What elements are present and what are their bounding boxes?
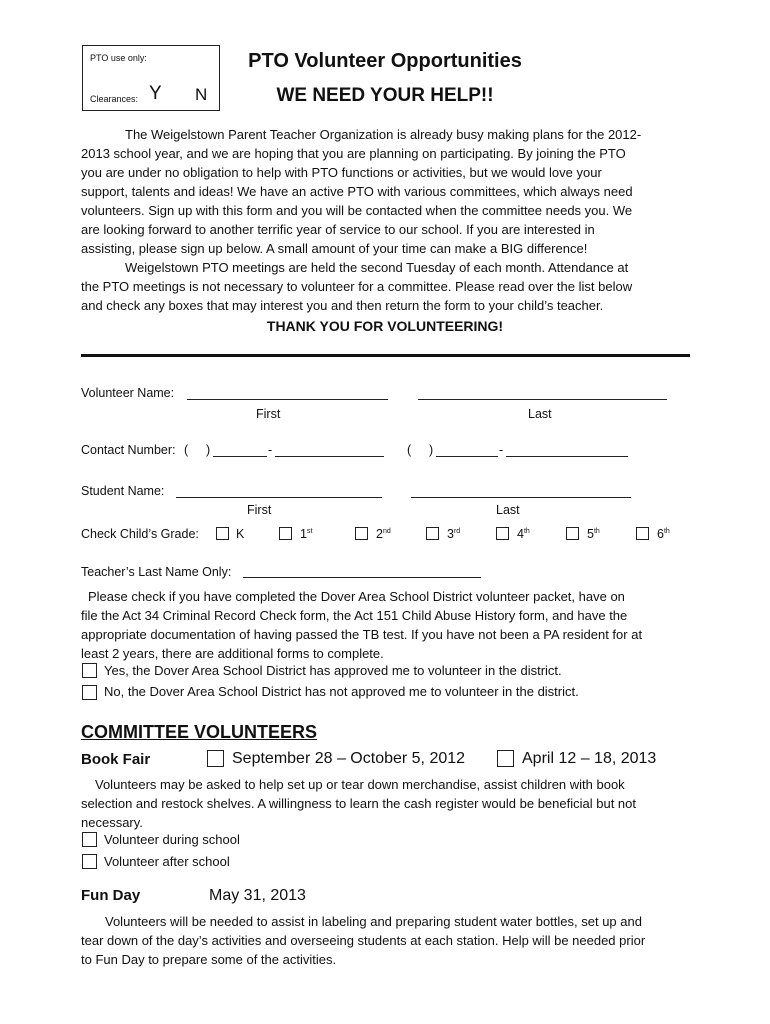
intro-line: you are under no obligation to help with PTO functions or activities, but we would love your xyxy=(81,165,602,180)
phone-dash: - xyxy=(268,443,273,457)
clearance-line: least 2 years, there are additional forms to complete. xyxy=(81,646,384,661)
thank-you-heading: THANK YOU FOR VOLUNTEERING! xyxy=(266,318,504,334)
grade-2-checkbox[interactable] xyxy=(355,527,368,540)
clearance-line: appropriate documentation of having passed the TB test. If you have not been a PA resident for at xyxy=(81,627,643,642)
district-approved-no-label: No, the Dover Area School District has not approved me to volunteer in the district. xyxy=(104,684,579,699)
book-fair-desc-line: selection and restock shelves. A willingness to learn the cash register would be beneficial but not xyxy=(81,796,636,811)
district-approved-yes-label: Yes, the Dover Area School District has approved me to volunteer in the district. xyxy=(104,663,562,678)
student-last-name-field[interactable] xyxy=(411,497,631,498)
grade-6-label: 6th xyxy=(657,527,670,541)
book-fair-description xyxy=(81,775,687,832)
intro-line: 2013 school year, and we are hoping that you are planning on participating. By joining the PTO xyxy=(81,146,626,161)
book-fair-spring-date: April 12 – 18, 2013 xyxy=(522,750,657,767)
committee-volunteers-heading: COMMITTEE VOLUNTEERS xyxy=(81,722,318,742)
book-fair-title: Book Fair xyxy=(81,751,151,768)
student-last-caption: Last xyxy=(496,503,520,517)
book-fair-during-school-checkbox[interactable] xyxy=(82,832,97,847)
clearance-line: Please check if you have completed the Dover Area School District volunteer packet, have on xyxy=(88,589,625,604)
grade-6-checkbox[interactable] xyxy=(636,527,649,540)
student-first-name-field[interactable] xyxy=(176,497,382,498)
book-fair-desc-line: necessary. xyxy=(81,815,143,830)
alt-contact-number-line-field[interactable] xyxy=(506,456,628,457)
grade-2-label: 2nd xyxy=(376,527,391,541)
fun-day-title: Fun Day xyxy=(81,887,141,904)
contact-number-label: Contact Number: xyxy=(81,443,176,457)
contact-number-line-field[interactable] xyxy=(275,456,384,457)
grade-label: Check Child’s Grade: xyxy=(81,527,199,541)
clearance-line: file the Act 34 Criminal Record Check form, the Act 151 Child Abuse History form, and have the xyxy=(81,608,628,623)
fun-day-desc-line: tear down of the day’s activities and overseeing students at each station. Help will be needed prior xyxy=(81,933,646,948)
intro-line: support, talents and ideas! We have an active PTO with various committees, which always need xyxy=(81,184,633,199)
intro-line: the PTO meetings is not necessary to volunteer for a committee. Please read over the list below xyxy=(81,279,633,294)
intro-line: Weigelstown PTO meetings are held the second Tuesday of each month. Attendance at xyxy=(125,260,629,275)
alt-phone-dash: - xyxy=(499,443,504,457)
intro-paragraph-1 xyxy=(81,125,687,315)
volunteer-first-name-field[interactable] xyxy=(187,399,388,400)
book-fair-during-school-label: Volunteer during school xyxy=(104,832,240,847)
pto-use-only-box xyxy=(82,45,220,111)
fun-day-description xyxy=(81,912,687,969)
contact-number-prefix-field[interactable] xyxy=(213,456,267,457)
student-name-label: Student Name: xyxy=(81,484,165,498)
grade-3-label: 3rd xyxy=(447,527,461,541)
book-fair-after-school-checkbox[interactable] xyxy=(82,854,97,869)
fun-day-date: May 31, 2013 xyxy=(209,887,306,904)
grade-5-checkbox[interactable] xyxy=(566,527,579,540)
book-fair-fall-date: September 28 – October 5, 2012 xyxy=(232,750,466,767)
district-approved-yes-checkbox[interactable] xyxy=(82,663,97,678)
alt-area-code-close-paren: ) xyxy=(429,443,434,457)
grade-5-label: 5th xyxy=(587,527,600,541)
pto-use-only-label: PTO use only: xyxy=(90,53,147,63)
area-code-open-paren: ( xyxy=(184,443,189,457)
grade-4-checkbox[interactable] xyxy=(496,527,509,540)
grade-k-label: K xyxy=(236,527,245,541)
clearance-no: N xyxy=(195,85,208,104)
grade-4-label: 4th xyxy=(517,527,530,541)
intro-line: are looking forward to another terrific year of service to our school. If you are interested in xyxy=(81,222,595,237)
volunteer-name-label: Volunteer Name: xyxy=(81,386,175,400)
intro-line: assisting, please sign up below. A small amount of your time can make a BIG difference! xyxy=(81,241,588,256)
clearance-paragraph xyxy=(81,587,687,663)
clearance-yes: Y xyxy=(149,83,162,104)
intro-line: volunteers. Sign up with this form and you will be contacted when the committee needs you. We xyxy=(81,203,633,218)
fun-day-desc-line: to Fun Day to prepare some of the activities. xyxy=(81,952,337,967)
intro-line: and check any boxes that may interest you and then return the form to your child’s teacher. xyxy=(81,298,604,313)
fun-day-desc-line: Volunteers will be needed to assist in labeling and preparing student water bottles, set up and xyxy=(105,914,642,929)
book-fair-desc-line: Volunteers may be asked to help set up or tear down merchandise, assist children with book xyxy=(95,777,625,792)
book-fair-spring-checkbox[interactable] xyxy=(497,750,514,767)
teacher-name-label: Teacher’s Last Name Only: xyxy=(81,565,232,579)
page-title: PTO Volunteer Opportunities xyxy=(248,50,522,72)
volunteer-last-name-field[interactable] xyxy=(418,399,667,400)
clearances-label: Clearances: xyxy=(90,94,139,104)
last-caption: Last xyxy=(528,407,552,421)
grade-3-checkbox[interactable] xyxy=(426,527,439,540)
grade-k-checkbox[interactable] xyxy=(216,527,229,540)
student-first-caption: First xyxy=(247,503,272,517)
grade-1-label: 1st xyxy=(300,527,313,541)
grade-1-checkbox[interactable] xyxy=(279,527,292,540)
book-fair-fall-checkbox[interactable] xyxy=(207,750,224,767)
teacher-name-field[interactable] xyxy=(243,577,481,578)
intro-line: The Weigelstown Parent Teacher Organization is already busy making plans for the 2012- xyxy=(125,127,642,142)
alt-contact-number-prefix-field[interactable] xyxy=(436,456,498,457)
district-approved-no-checkbox[interactable] xyxy=(82,685,97,700)
first-caption: First xyxy=(256,407,281,421)
area-code-close-paren: ) xyxy=(206,443,211,457)
page-subtitle: WE NEED YOUR HELP!! xyxy=(276,85,494,106)
alt-area-code-open-paren: ( xyxy=(407,443,412,457)
book-fair-after-school-label: Volunteer after school xyxy=(104,854,230,869)
section-divider xyxy=(81,354,690,357)
